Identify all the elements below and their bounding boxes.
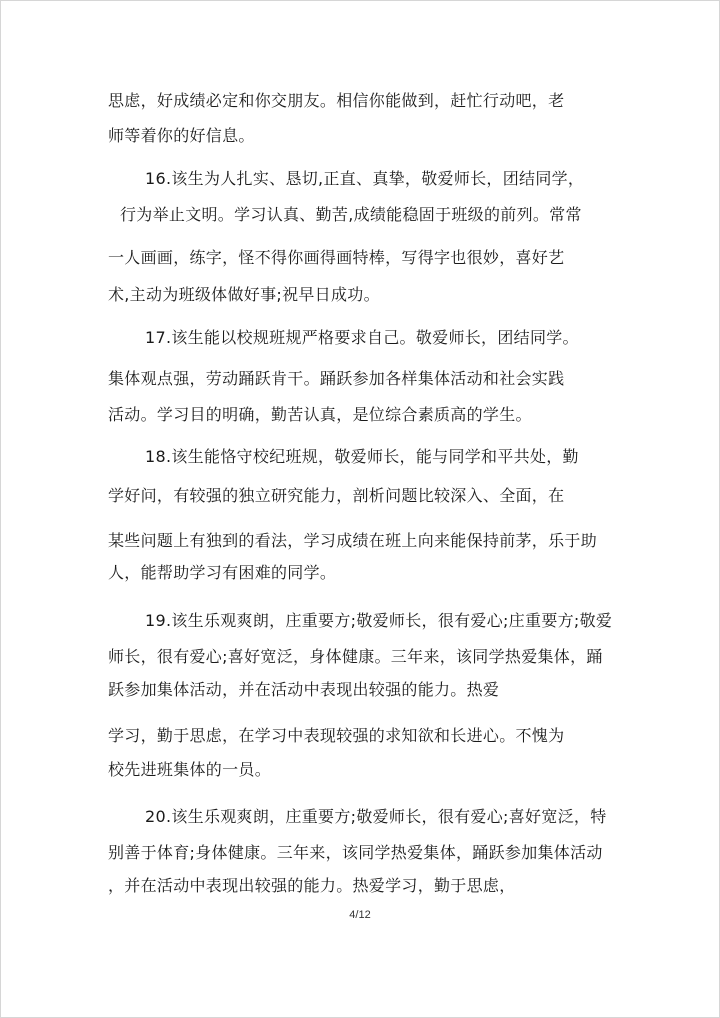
paragraph-16-start: 16.该生为人扎实、恳切,正直、真挚，敬爱师长，团结同学， bbox=[145, 169, 585, 188]
text-line: 行为举止文明。学习认真、勤苦,成绩能稳固于班级的前列。常常 bbox=[120, 205, 582, 224]
page-number: 4/12 bbox=[349, 909, 371, 921]
text-line: 人，能帮助学习有困难的同学。 bbox=[108, 563, 337, 582]
text-line: 别善于体育;身体健康。三年来，该同学热爱集体，踊跃参加集体活动 bbox=[108, 843, 603, 862]
text-line: 集体观点强，劳动踊跃肯干。踊跃参加各样集体活动和社会实践 bbox=[108, 369, 565, 388]
text-line: 思虑，好成绩必定和你交朋友。相信你能做到，赶忙行动吧，老 bbox=[108, 91, 565, 110]
text-line: ，并在活动中表现出较强的能力。热爱学习，勤于思虑， bbox=[108, 876, 516, 895]
text-line: 学习，勤于思虑，在学习中表现较强的求知欲和长进心。不愧为 bbox=[108, 726, 565, 745]
text-line: 跃参加集体活动，并在活动中表现出较强的能力。热爱 bbox=[108, 680, 500, 699]
text-line: 师长，很有爱心;喜好宽泛，身体健康。三年来，该同学热爱集体，踊 bbox=[108, 647, 603, 666]
text-line: 学好问，有较强的独立研究能力，剖析问题比较深入、全面，在 bbox=[108, 486, 565, 505]
paragraph-17-start: 17.该生能以校规班规严格要求自己。敬爱师长，团结同学。 bbox=[145, 328, 579, 347]
text-line: 一人画画，练字，怪不得你画得画特棒，写得字也很妙，喜好艺 bbox=[108, 248, 565, 267]
text-line: 校先进班集体的一员。 bbox=[108, 760, 272, 779]
text-line: 某些问题上有独到的看法，学习成绩在班上向来能保持前茅，乐于助 bbox=[108, 531, 598, 550]
paragraph-18-start: 18.该生能恪守校纪班规，敬爱师长，能与同学和平共处，勤 bbox=[145, 447, 579, 466]
paragraph-19-start: 19.该生乐观爽朗，庄重要方;敬爱师长，很有爱心;庄重要方;敬爱 bbox=[145, 611, 613, 630]
text-line: 术,主动为班级体做好事;祝早日成功。 bbox=[108, 285, 380, 304]
text-line: 活动。学习目的明确，勤苦认真，是位综合素质高的学生。 bbox=[108, 405, 532, 424]
text-line: 师等着你的好信息。 bbox=[108, 126, 255, 145]
paragraph-20-start: 20.该生乐观爽朗，庄重要方;敬爱师长，很有爱心;喜好宽泛，特 bbox=[145, 807, 607, 826]
